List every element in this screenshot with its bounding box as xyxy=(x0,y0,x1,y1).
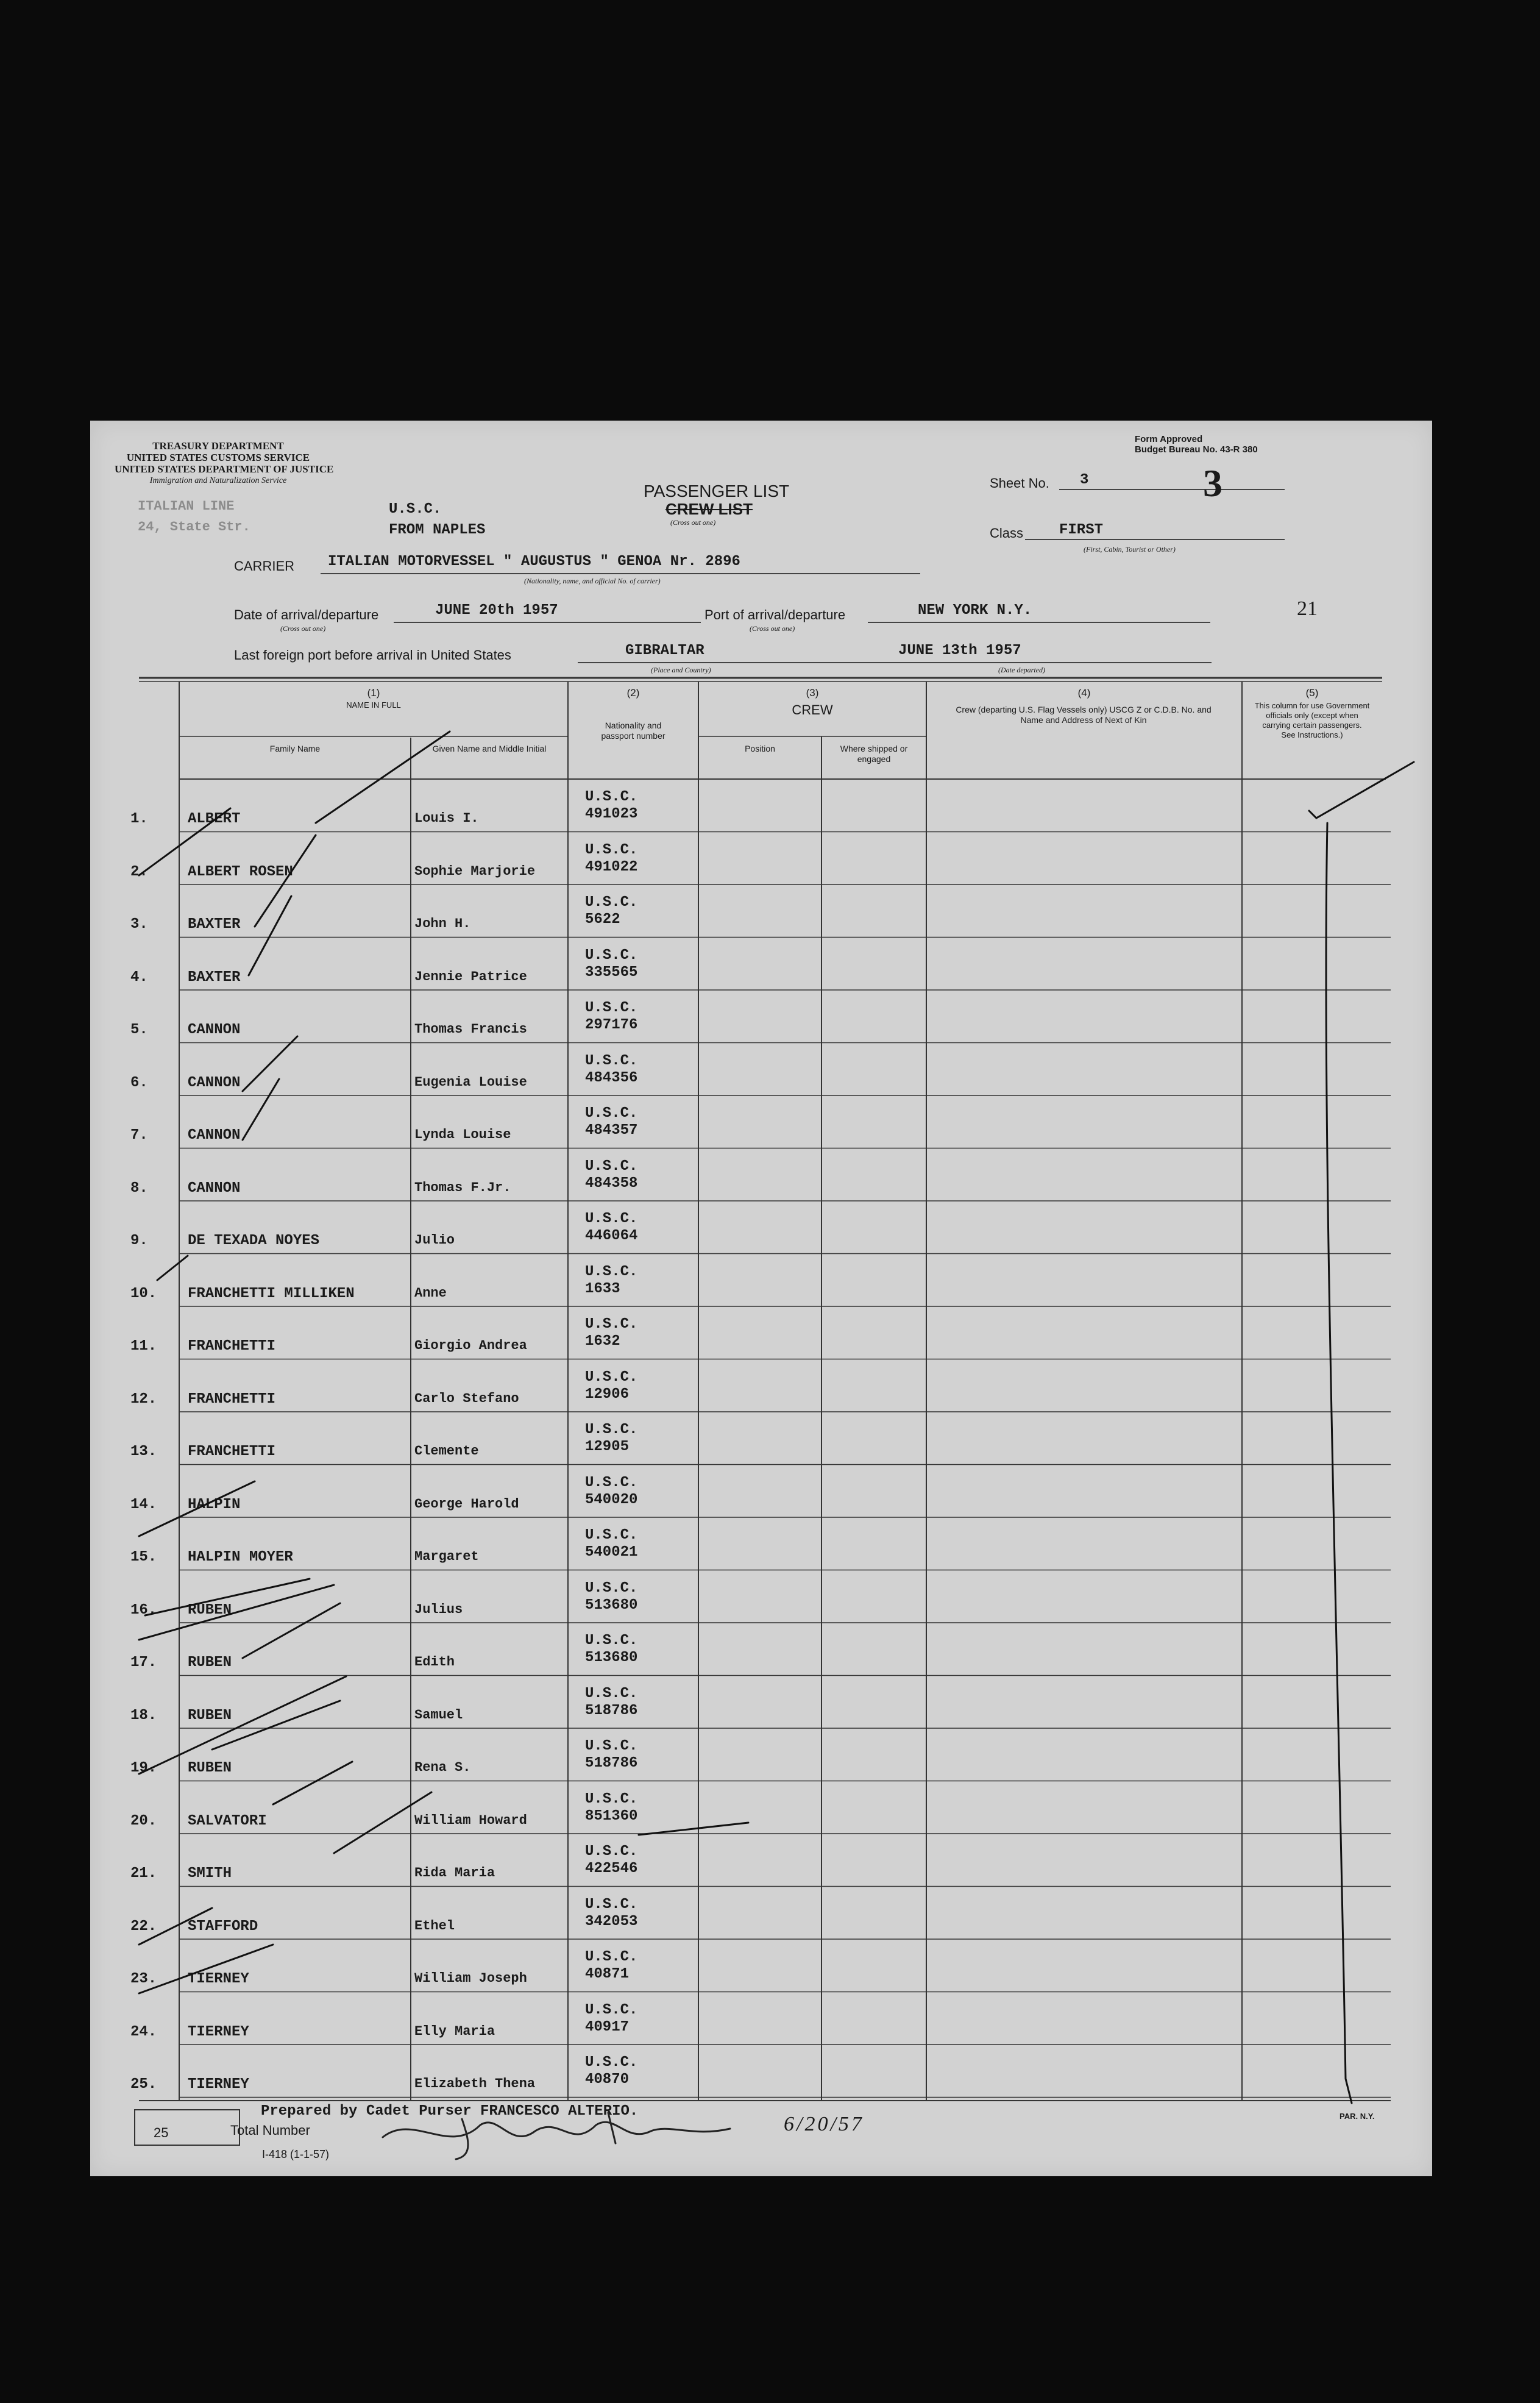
nationality: U.S.C. xyxy=(585,1474,638,1491)
nationality: U.S.C. xyxy=(585,1422,638,1438)
row-number: 12. xyxy=(130,1390,157,1408)
col2-title: Nationality and passport number xyxy=(601,721,665,741)
given-name: Carlo Stefano xyxy=(414,1390,519,1406)
row-number: 5. xyxy=(130,1022,148,1038)
position-header: Position xyxy=(745,744,775,753)
nationality: U.S.C. xyxy=(585,1052,638,1069)
nationality: U.S.C. xyxy=(585,894,638,911)
nationality: U.S.C. xyxy=(585,1632,638,1649)
form-code: I-418 (1-1-57) xyxy=(262,2148,330,2160)
where-engaged-header: Where shipped or engaged xyxy=(840,744,908,764)
passport-number: 12906 xyxy=(585,1386,630,1403)
nationality: U.S.C. xyxy=(585,1105,638,1122)
given-name: Margaret xyxy=(414,1549,479,1564)
list-title-alt: CREW LIST xyxy=(665,500,753,518)
col1-number: (1) xyxy=(367,687,380,699)
passenger-list-form xyxy=(90,421,1432,2176)
table-row xyxy=(90,1254,1432,1307)
row-number: 4. xyxy=(130,969,148,986)
family-name: RUBEN xyxy=(188,1654,232,1671)
table-row xyxy=(90,2045,1432,2098)
nationality: U.S.C. xyxy=(585,1790,638,1807)
passport-number: 297176 xyxy=(585,1017,638,1033)
agency-line: TREASURY DEPARTMENT xyxy=(152,440,284,452)
row-number: 3. xyxy=(130,916,148,933)
approval-line: Form Approved xyxy=(1135,434,1203,444)
passport-number: 518786 xyxy=(585,1702,638,1719)
table-row xyxy=(90,938,1432,991)
col5-number: (5) xyxy=(1305,687,1319,699)
table-row xyxy=(90,1939,1432,1992)
nationality: U.S.C. xyxy=(585,1263,638,1280)
table-row xyxy=(90,1623,1432,1676)
passport-number: 5622 xyxy=(585,911,620,928)
row-number: 20. xyxy=(130,1812,157,1829)
table-row xyxy=(90,1728,1432,1781)
row-number: 18. xyxy=(130,1707,157,1724)
date-value: JUNE 20th 1957 xyxy=(435,602,558,619)
nationality: U.S.C. xyxy=(585,2054,638,2071)
family-name: BAXTER xyxy=(188,916,241,933)
departed-value: JUNE 13th 1957 xyxy=(898,643,1021,659)
sheet-number-small: 3 xyxy=(1080,472,1089,488)
carrier-value: ITALIAN MOTORVESSEL " AUGUSTUS " GENOA Nr. 2896 xyxy=(328,554,740,570)
nationality: U.S.C. xyxy=(585,1000,638,1016)
given-name: Clemente xyxy=(414,1444,479,1459)
passport-number: 40871 xyxy=(585,1966,630,1982)
family-name: ALBERT ROSEN xyxy=(188,863,293,880)
row-number: 13. xyxy=(130,1444,157,1460)
passport-number: 513680 xyxy=(585,1597,638,1614)
port-caption: (Cross out one) xyxy=(750,624,795,633)
row-number: 24. xyxy=(130,2023,157,2040)
passport-number: 484358 xyxy=(585,1175,638,1192)
total-label: Total Number xyxy=(230,2123,310,2138)
given-name: Thomas Francis xyxy=(414,1022,527,1037)
family-name: RUBEN xyxy=(188,1601,232,1618)
family-name: HALPIN MOYER xyxy=(188,1549,293,1565)
family-name: DE TEXADA NOYES xyxy=(188,1233,320,1249)
given-name: Jennie Patrice xyxy=(414,969,527,984)
family-name: CANNON xyxy=(188,1074,241,1091)
given-name: Giorgio Andrea xyxy=(414,1338,527,1353)
table-row xyxy=(90,1570,1432,1623)
table-row xyxy=(90,1992,1432,2045)
given-name: Ethel xyxy=(414,1918,455,1934)
family-name: FRANCHETTI xyxy=(188,1338,276,1355)
row-number: 14. xyxy=(130,1496,157,1513)
given-name: Sophie Marjorie xyxy=(414,863,536,879)
nationality: U.S.C. xyxy=(585,1949,638,1965)
passport-number: 446064 xyxy=(585,1228,638,1244)
nationality: U.S.C. xyxy=(585,1738,638,1754)
agent-line: ITALIAN LINE xyxy=(138,499,235,514)
row-number: 17. xyxy=(130,1654,157,1671)
family-name: FRANCHETTI xyxy=(188,1390,276,1408)
given-name: Eugenia Louise xyxy=(414,1074,527,1090)
table-row xyxy=(90,1201,1432,1254)
row-number: 8. xyxy=(130,1180,148,1197)
family-name: FRANCHETTI MILLIKEN xyxy=(188,1285,355,1302)
class-value: FIRST xyxy=(1059,522,1104,538)
given-name: John H. xyxy=(414,916,471,931)
family-name: SALVATORI xyxy=(188,1812,267,1829)
family-name: HALPIN xyxy=(188,1496,241,1513)
agency-line: UNITED STATES DEPARTMENT OF JUSTICE xyxy=(115,463,334,475)
passport-number: 484356 xyxy=(585,1069,638,1086)
col4-number: (4) xyxy=(1077,687,1091,699)
row-number: 19. xyxy=(130,1760,157,1776)
family-name: TIERNEY xyxy=(188,1971,249,1987)
row-number: 21. xyxy=(130,1865,157,1882)
nationality: U.S.C. xyxy=(585,1896,638,1913)
table-row xyxy=(90,1887,1432,1940)
family-name: RUBEN xyxy=(188,1760,232,1776)
given-name: Edith xyxy=(414,1654,455,1670)
table-row xyxy=(90,1781,1432,1834)
table-row xyxy=(90,1412,1432,1465)
sheet-label: Sheet No. xyxy=(990,475,1049,491)
approval-line: Budget Bureau No. 43-R 380 xyxy=(1135,444,1258,455)
class-caption: (First, Cabin, Tourist or Other) xyxy=(1084,545,1176,554)
row-number: 7. xyxy=(130,1127,148,1144)
given-name: Louis I. xyxy=(414,811,479,826)
table-row xyxy=(90,779,1432,832)
passport-number: 513680 xyxy=(585,1650,638,1666)
flag-value: U.S.C. xyxy=(389,501,442,518)
last-port-label: Last foreign port before arrival in United States xyxy=(234,647,511,663)
passport-number: 422546 xyxy=(585,1860,638,1877)
family-name: CANNON xyxy=(188,1127,241,1144)
given-name: Lynda Louise xyxy=(414,1127,511,1142)
family-name: CANNON xyxy=(188,1180,241,1197)
family-name: TIERNEY xyxy=(188,2076,249,2093)
nationality: U.S.C. xyxy=(585,1369,638,1386)
agency-line: UNITED STATES CUSTOMS SERVICE xyxy=(126,452,310,463)
carrier-label: CARRIER xyxy=(234,558,295,574)
given-name-header: Given Name and Middle Initial xyxy=(432,744,547,753)
prepared-by: Prepared by Cadet Purser FRANCESCO ALTERIO. xyxy=(261,2103,639,2120)
port-label: Port of arrival/departure xyxy=(704,607,846,622)
row-number: 10. xyxy=(130,1285,157,1302)
passport-number: 540020 xyxy=(585,1491,638,1508)
agent-line: 24, State Str. xyxy=(138,519,250,535)
passport-number: 491022 xyxy=(585,858,638,875)
given-name: Rida Maria xyxy=(414,1865,495,1881)
table-row xyxy=(90,1517,1432,1570)
col3-title: CREW xyxy=(792,702,833,717)
passport-number: 335565 xyxy=(585,964,638,981)
printer-mark: PAR. N.Y. xyxy=(1340,2112,1375,2121)
passport-number: 342053 xyxy=(585,1913,638,1930)
nationality: U.S.C. xyxy=(585,841,638,858)
nationality: U.S.C. xyxy=(585,1685,638,1702)
row-number: 2. xyxy=(130,863,148,880)
given-name: Thomas F.Jr. xyxy=(414,1180,511,1195)
row-number: 15. xyxy=(130,1549,157,1565)
table-row xyxy=(90,885,1432,938)
row-number: 6. xyxy=(130,1074,148,1091)
table-row xyxy=(90,990,1432,1043)
family-name: CANNON xyxy=(188,1022,241,1038)
given-name: Samuel xyxy=(414,1707,463,1723)
table-row xyxy=(90,1043,1432,1096)
last-port-caption: (Place and Country) xyxy=(651,666,711,674)
departed-caption: (Date departed) xyxy=(998,666,1045,674)
nationality: U.S.C. xyxy=(585,1316,638,1333)
stamp-number: 21 xyxy=(1297,597,1318,620)
given-name: Julio xyxy=(414,1233,455,1248)
given-name: Elly Maria xyxy=(414,2023,495,2039)
passport-number: 491023 xyxy=(585,806,638,822)
family-name: STAFFORD xyxy=(188,1918,258,1935)
nationality: U.S.C. xyxy=(585,789,638,805)
family-name: SMITH xyxy=(188,1865,232,1882)
table-row xyxy=(90,832,1432,885)
from-port: FROM NAPLES xyxy=(389,522,486,538)
nationality: U.S.C. xyxy=(585,1211,638,1227)
col5-title: This column for use Government officials only (except when carrying certain passengers. See Instructions.) xyxy=(1254,701,1370,739)
passport-number: 40917 xyxy=(585,2018,630,2035)
given-name: William Joseph xyxy=(414,1971,527,1986)
nationality: U.S.C. xyxy=(585,1527,638,1543)
given-name: Julius xyxy=(414,1601,463,1617)
row-number: 22. xyxy=(130,1918,157,1935)
col3-number: (3) xyxy=(806,687,819,699)
row-number: 9. xyxy=(130,1233,148,1249)
agency-line: Immigration and Naturalization Service xyxy=(149,476,287,485)
nationality: U.S.C. xyxy=(585,1843,638,1860)
passport-number: 1632 xyxy=(585,1333,620,1350)
row-number: 1. xyxy=(130,811,148,827)
total-value: 25 xyxy=(154,2125,169,2140)
family-name: BAXTER xyxy=(188,969,241,986)
title-caption: (Cross out one) xyxy=(670,518,716,527)
table-row xyxy=(90,1359,1432,1412)
table-row xyxy=(90,1676,1432,1729)
signature-date: 6/20/57 xyxy=(784,2113,864,2135)
total-box xyxy=(134,2109,240,2146)
row-number: 25. xyxy=(130,2076,157,2093)
given-name: George Harold xyxy=(414,1496,519,1512)
passport-number: 1633 xyxy=(585,1280,620,1297)
table-row xyxy=(90,1095,1432,1148)
family-name: TIERNEY xyxy=(188,2023,249,2040)
given-name: William Howard xyxy=(414,1812,527,1828)
family-name: RUBEN xyxy=(188,1707,232,1724)
family-name: ALBERT xyxy=(188,811,241,827)
col2-number: (2) xyxy=(626,687,640,699)
table-row xyxy=(90,1834,1432,1887)
date-caption: (Cross out one) xyxy=(280,624,326,633)
row-number: 11. xyxy=(130,1338,157,1355)
nationality: U.S.C. xyxy=(585,947,638,964)
date-label: Date of arrival/departure xyxy=(234,607,379,622)
passport-number: 851360 xyxy=(585,1807,638,1824)
passport-number: 540021 xyxy=(585,1544,638,1561)
passport-number: 484357 xyxy=(585,1122,638,1139)
last-port-value: GIBRALTAR xyxy=(625,643,704,659)
nationality: U.S.C. xyxy=(585,1158,638,1175)
given-name: Rena S. xyxy=(414,1760,471,1775)
table-row xyxy=(90,1306,1432,1359)
carrier-caption: (Nationality, name, and official No. of carrier) xyxy=(524,577,661,585)
given-name: Anne xyxy=(414,1285,447,1301)
signature xyxy=(377,2107,767,2162)
family-name-header: Family Name xyxy=(269,744,321,753)
table-row xyxy=(90,1148,1432,1202)
family-name: FRANCHETTI xyxy=(188,1444,276,1460)
row-number: 16. xyxy=(130,1601,157,1618)
passport-number: 518786 xyxy=(585,1755,638,1771)
given-name: Elizabeth Thena xyxy=(414,2076,536,2092)
port-value: NEW YORK N.Y. xyxy=(918,602,1032,619)
nationality: U.S.C. xyxy=(585,2001,638,2018)
table-row xyxy=(90,1465,1432,1518)
col4-title: Crew (departing U.S. Flag Vessels only) USCG Z or C.D.B. No. and Name and Address of Next of Kin xyxy=(956,705,1212,725)
sheet-number-large: 3 xyxy=(1203,461,1222,505)
row-number: 23. xyxy=(130,1971,157,1987)
list-title: PASSENGER LIST xyxy=(644,482,790,500)
col1-title: NAME IN FULL xyxy=(346,700,401,710)
class-label: Class xyxy=(990,525,1024,541)
passport-number: 40870 xyxy=(585,2071,630,2088)
nationality: U.S.C. xyxy=(585,1579,638,1597)
passport-number: 12905 xyxy=(585,1439,630,1455)
